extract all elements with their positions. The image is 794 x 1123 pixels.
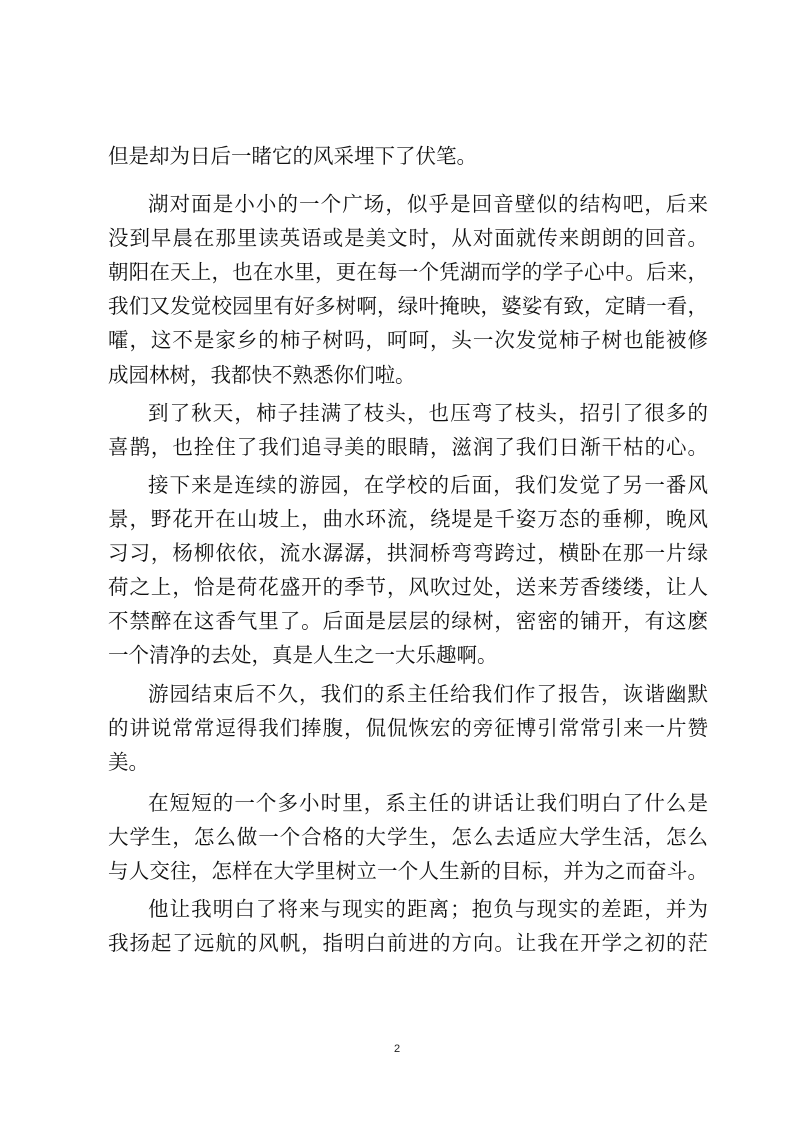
text-line: 喜鹊，也拴住了我们追寻美的眼睛，滋润了我们日渐干枯的心。	[108, 435, 708, 459]
text-line: 不禁醉在这香气里了。后面是层层的绿树，密密的铺开，有这麽	[108, 609, 708, 633]
text-line: 他让我明白了将来与现实的距离；抱负与现实的差距，并为	[148, 897, 708, 921]
text-line: 一个清净的去处，真是人生之一大乐趣啊。	[108, 643, 498, 667]
text-line: 没到早晨在那里读英语或是美文时，从对面就传来朗朗的回音。	[108, 226, 708, 250]
text-line: 在短短的一个多小时里，系主任的讲话让我们明白了什么是	[148, 791, 708, 815]
text-line: 我扬起了远航的风帆，指明白前进的方向。让我在开学之初的茫	[108, 931, 708, 955]
text-line: 荷之上，恰是荷花盛开的季节，风吹过处，送来芳香缕缕，让人	[108, 575, 708, 599]
text-line: 的讲说常常逗得我们捧腹，侃侃恢宏的旁征博引常常引来一片赞	[108, 716, 708, 740]
text-line: 游园结束后不久，我们的系主任给我们作了报告，诙谐幽默	[148, 682, 708, 706]
text-line: 但是却为日后一睹它的风采埋下了伏笔。	[108, 144, 477, 168]
text-line: 湖对面是小小的一个广场，似乎是回音壁似的结构吧，后来	[148, 192, 708, 216]
text-line: 朝阳在天上，也在水里，更在每一个凭湖而学的学子心中。后来，	[108, 260, 708, 284]
text-line: 成园林树，我都快不熟悉你们啦。	[108, 363, 416, 387]
text-line: 到了秋天，柿子挂满了枝头，也压弯了枝头，招引了很多的	[148, 401, 708, 425]
text-line: 嚯，这不是家乡的柿子树吗，呵呵，头一次发觉柿子树也能被修	[108, 328, 708, 352]
text-line: 大学生，怎么做一个合格的大学生，怎么去适应大学生活，怎么	[108, 825, 708, 849]
text-line: 美。	[108, 750, 149, 774]
text-line: 景，野花开在山坡上，曲水环流，绕堤是千姿万态的垂柳，晚风	[108, 507, 708, 531]
text-line: 习习，杨柳依依，流水潺潺，拱洞桥弯弯跨过，横卧在那一片绿	[108, 541, 708, 565]
text-line: 接下来是连续的游园，在学校的后面，我们发觉了另一番风	[148, 473, 708, 497]
text-line: 我们又发觉校园里有好多树啊，绿叶掩映，婆娑有致，定睛一看，	[108, 294, 708, 318]
text-line: 与人交往，怎样在大学里树立一个人生新的目标，并为之而奋斗。	[108, 859, 708, 883]
page-number: 2	[393, 1043, 401, 1055]
